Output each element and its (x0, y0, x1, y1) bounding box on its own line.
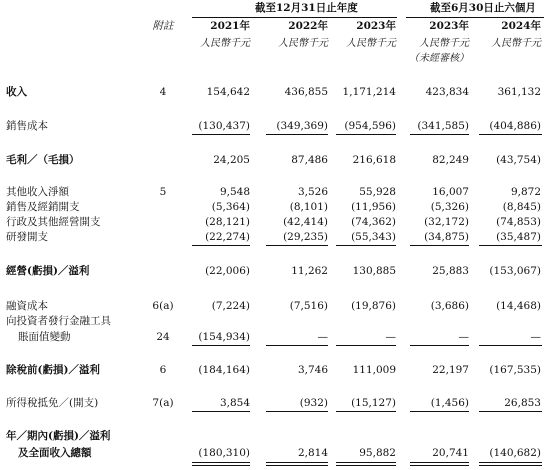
cell-gp-2022: 87,486 (291, 154, 328, 166)
cell-sell-2024h1: (8,845) (502, 201, 541, 213)
subtotal-rule (479, 245, 542, 246)
cell-pbt-2023: 111,009 (352, 364, 396, 376)
subtotal-rule (192, 245, 250, 246)
cell-rnd-2021: (22,274) (205, 231, 250, 243)
cell-tax-2021: 3,854 (219, 397, 250, 409)
row-label-total-line1: 年／期內(虧損)／溢利 (6, 430, 111, 442)
row-label-operating: 經營(虧損)／溢利 (6, 265, 90, 277)
cell-fv-2021: (154,934) (198, 331, 250, 343)
cell-fc-2024h1: (14,468) (496, 300, 541, 312)
cell-gp-2023: 216,618 (352, 154, 396, 166)
cell-op-2023h1: 25,883 (432, 265, 469, 277)
cell-revenue-2023: 1,171,214 (342, 86, 396, 98)
cell-pbt-2022: 3,746 (297, 364, 328, 376)
cell-oi-2023: 55,928 (359, 186, 396, 198)
cell-gp-2024h1: (43,754) (496, 154, 541, 166)
group2-title: 截至6月30日止六個月 (430, 2, 536, 14)
subtotal-rule (410, 345, 469, 346)
cell-rnd-2023h1: (34,875) (424, 231, 469, 243)
cell-op-2023: 130,885 (352, 265, 396, 277)
cell-admin-2021: (28,121) (205, 216, 250, 228)
cell-fv-2023h1: — (458, 331, 469, 343)
cell-total-2023h1: 20,741 (432, 447, 469, 459)
cell-sell-2021: (5,364) (211, 201, 250, 213)
subtotal-rule (266, 411, 328, 412)
unit-label: 人民幣千元 (200, 38, 250, 49)
subtotal-rule (192, 345, 250, 346)
cell-tax-2023: (15,127) (351, 397, 396, 409)
row-label-pbt: 除稅前(虧損)／溢利 (6, 364, 100, 376)
subtotal-rule (336, 245, 396, 246)
cell-sell-2023: (11,956) (351, 201, 396, 213)
row-label-admin: 行政及其他經營開支 (6, 216, 101, 228)
cell-revenue-2024h1: 361,132 (497, 86, 541, 98)
subtotal-rule (336, 345, 396, 346)
row-label-fv-change-line2: 賬面值變動 (18, 331, 71, 343)
row-label-tax: 所得稅抵免／(開支) (6, 397, 99, 409)
note-ref: 6 (159, 364, 167, 376)
cell-oi-2021: 9,548 (219, 186, 250, 198)
row-label-cost-of-sales: 銷售成本 (6, 120, 48, 132)
unit-label: 人民幣千元 (491, 38, 541, 49)
subtotal-rule (410, 245, 469, 246)
cell-tax-2022: (932) (299, 397, 328, 409)
cell-sell-2023h1: (5,326) (430, 201, 469, 213)
year-header-2023-interim: 2023年 (429, 20, 469, 32)
group1-title: 截至12月31日止年度 (255, 2, 358, 14)
subtotal-rule (410, 411, 469, 412)
subtotal-rule (410, 134, 469, 135)
cell-cos-2021: (130,437) (198, 120, 250, 132)
row-label-total-line2: 及全面收入總額 (18, 447, 92, 459)
cell-fv-2024h1: — (530, 331, 541, 343)
subtotal-rule (479, 345, 542, 346)
cell-total-2023: 95,882 (359, 447, 396, 459)
cell-pbt-2024h1: (167,535) (489, 364, 541, 376)
total-double-rule (410, 462, 469, 466)
subtotal-rule (336, 411, 396, 412)
cell-sell-2022: (8,101) (289, 201, 328, 213)
cell-tax-2024h1: 26,853 (504, 397, 541, 409)
note-ref: 7(a) (152, 397, 174, 409)
cell-rnd-2024h1: (35,487) (496, 231, 541, 243)
note-ref: 5 (159, 186, 167, 198)
cell-pbt-2021: (184,164) (198, 364, 250, 376)
total-double-rule (266, 462, 328, 466)
subtotal-rule (479, 411, 542, 412)
cell-tax-2023h1: (1,456) (430, 397, 469, 409)
subtotal-rule (266, 345, 328, 346)
subtotal-rule (336, 134, 396, 135)
year-header-2024-interim: 2024年 (501, 20, 541, 32)
cell-fc-2022: (7,516) (289, 300, 328, 312)
cell-gp-2021: 24,205 (213, 154, 250, 166)
year-header-2023: 2023年 (356, 20, 396, 32)
unaudited-label: （未經審核） (409, 53, 469, 64)
cell-op-2021: (22,006) (205, 265, 250, 277)
note-column-header: 附註 (152, 20, 174, 32)
row-label-finance-costs: 融資成本 (6, 300, 48, 312)
unit-label: 人民幣千元 (346, 38, 396, 49)
cell-fc-2021: (7,224) (211, 300, 250, 312)
cell-oi-2023h1: 16,007 (432, 186, 469, 198)
cell-total-2022: 2,814 (297, 447, 328, 459)
row-label-selling: 銷售及經銷開支 (6, 201, 80, 213)
unit-label: 人民幣千元 (278, 38, 328, 49)
cell-total-2024h1: (140,682) (489, 447, 541, 459)
cell-op-2024h1: (153,067) (489, 265, 541, 277)
cell-oi-2024h1: 9,872 (510, 186, 541, 198)
cell-total-2021: (180,310) (198, 447, 250, 459)
cell-admin-2023h1: (32,172) (424, 216, 469, 228)
cell-admin-2024h1: (74,853) (496, 216, 541, 228)
row-label-fv-change-line1: 向投資者發行金融工具 (6, 315, 111, 327)
cell-revenue-2023h1: 423,834 (425, 86, 469, 98)
cell-oi-2022: 3,526 (297, 186, 328, 198)
cell-revenue-2022: 436,855 (284, 86, 328, 98)
cell-cos-2023h1: (341,585) (417, 120, 469, 132)
unit-label: 人民幣千元 (419, 38, 469, 49)
row-label-other-income: 其他收入淨額 (6, 186, 69, 198)
group1-underline (192, 17, 397, 18)
note-ref: 6(a) (152, 300, 174, 312)
subtotal-rule (266, 134, 328, 135)
row-label-rnd: 研發開支 (6, 231, 48, 243)
year-header-2021: 2021年 (210, 20, 250, 32)
cell-rnd-2022: (29,235) (283, 231, 328, 243)
cell-cos-2023: (954,596) (344, 120, 396, 132)
cell-cos-2022: (349,369) (276, 120, 328, 132)
total-double-rule (336, 462, 396, 466)
cell-op-2022: 11,262 (291, 265, 328, 277)
year-header-2022: 2022年 (288, 20, 328, 32)
row-label-revenue: 收入 (6, 86, 27, 98)
subtotal-rule (192, 134, 250, 135)
cell-pbt-2023h1: 22,197 (432, 364, 469, 376)
subtotal-rule (266, 245, 328, 246)
cell-gp-2023h1: 82,249 (432, 154, 469, 166)
cell-fv-2022: — (317, 331, 328, 343)
subtotal-rule (192, 411, 250, 412)
note-ref: 24 (156, 331, 170, 343)
group2-underline (406, 17, 544, 18)
total-double-rule (479, 462, 542, 466)
total-double-rule (192, 462, 250, 466)
note-ref: 4 (159, 86, 167, 98)
row-label-gross-profit: 毛利／（毛損） (6, 154, 80, 166)
cell-fv-2023: — (385, 331, 396, 343)
cell-admin-2022: (42,414) (283, 216, 328, 228)
cell-revenue-2021: 154,642 (206, 86, 250, 98)
cell-cos-2024h1: (404,886) (489, 120, 541, 132)
cell-fc-2023h1: (3,686) (430, 300, 469, 312)
cell-admin-2023: (74,362) (351, 216, 396, 228)
cell-fc-2023: (19,876) (351, 300, 396, 312)
subtotal-rule (479, 134, 542, 135)
cell-rnd-2023: (55,343) (351, 231, 396, 243)
